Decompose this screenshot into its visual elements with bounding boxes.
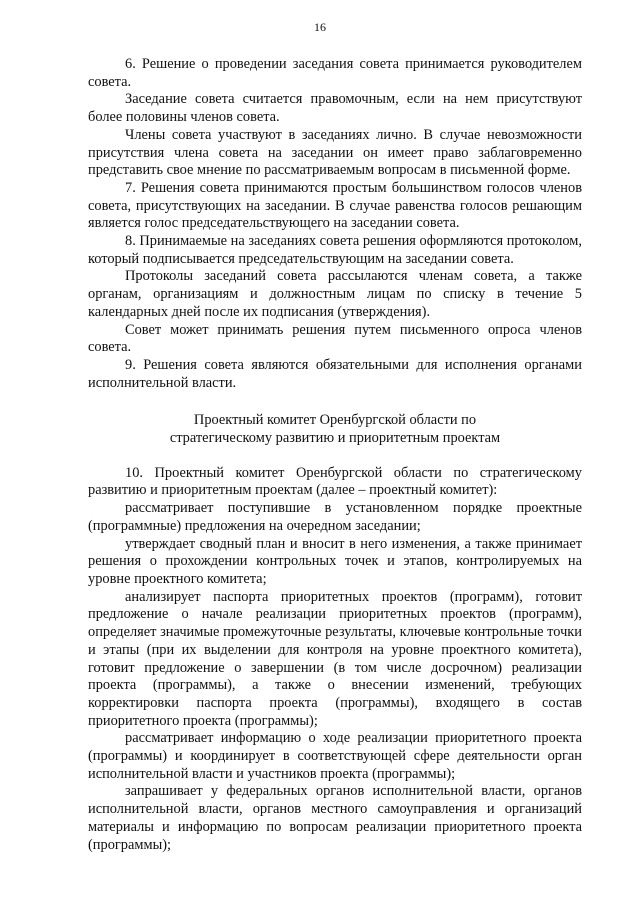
paragraph: анализирует паспорта приоритетных проектов (программ), готовит предложение о начале реализации приоритетных проектов (программ), определяет значимые промежуточные результаты, ключевые контрольные точки и этапы (при их выделении для контроля на уровне проектного комитета), готовит предложение о завершении (в том числе досрочном) реализации проекта (программы), а также о внесении изменений, требующих корректировки паспорта проекта (программы), входящего в состав приоритетного проекта (программы); [88, 588, 582, 729]
paragraph: рассматривает поступившие в установленном порядке проектные (программные) предложения на очередном заседании; [88, 500, 582, 534]
paragraph: Протоколы заседаний совета рассылаются членам совета, а также органам, организациям и должностным лицам по списку в течение 5 календарных дней после их подписания (утверждения). [88, 268, 582, 320]
section-heading [88, 412, 582, 447]
paragraph: Члены совета участвуют в заседаниях лично. В случае невозможности присутствия члена совета на заседании он имеет право заблаговременно представить свое мнение по рассматриваемым вопросам в письменной форме. [88, 126, 582, 179]
page-number: 16 [314, 20, 326, 34]
section-heading-line: Проектный комитет Оренбургской области по [193, 412, 477, 429]
paragraph: 7. Решения совета принимаются простым большинством голосов членов совета, присутствующих на заседании. В случае равенства голосов решающим является голос председательствующего на заседании совета. [88, 179, 582, 232]
paragraph: 10. Проектный комитет Оренбургской области по стратегическому развитию и приоритетным проектам (далее – проектный комитет): [88, 464, 582, 499]
paragraph: 8. Принимаемые на заседаниях совета решения оформляются протоколом, который подписывается председательствующим на заседании совета. [88, 233, 582, 267]
paragraph: утверждает сводный план и вносит в него изменения, а также принимает решения о прохождении контрольных точек и этапов, контролируемых на уровне проектного комитета; [88, 535, 582, 587]
document-body [88, 56, 582, 854]
paragraph: Совет может принимать решения путем письменного опроса членов совета. [88, 321, 582, 356]
section-heading-line: стратегическому развитию и приоритетным проектам [169, 430, 501, 447]
paragraph: 9. Решения совета являются обязательными для исполнения органами исполнительной власти. [88, 356, 582, 391]
paragraph: запрашивает у федеральных органов исполнительной власти, органов исполнительной власти, органов местного самоуправления и организаций материалы и информацию по вопросам реализации приоритетного проекта (программы); [88, 783, 582, 853]
paragraph: 6. Решение о проведении заседания совета принимается руководителем совета. [88, 56, 582, 90]
paragraph: Заседание совета считается правомочным, если на нем присутствуют более половины членов совета. [88, 91, 582, 126]
paragraph: рассматривает информацию о ходе реализации приоритетного проекта (программы) и координирует в соответствующей сфере деятельности орган исполнительной власти и участников проекта (программы); [88, 730, 582, 782]
